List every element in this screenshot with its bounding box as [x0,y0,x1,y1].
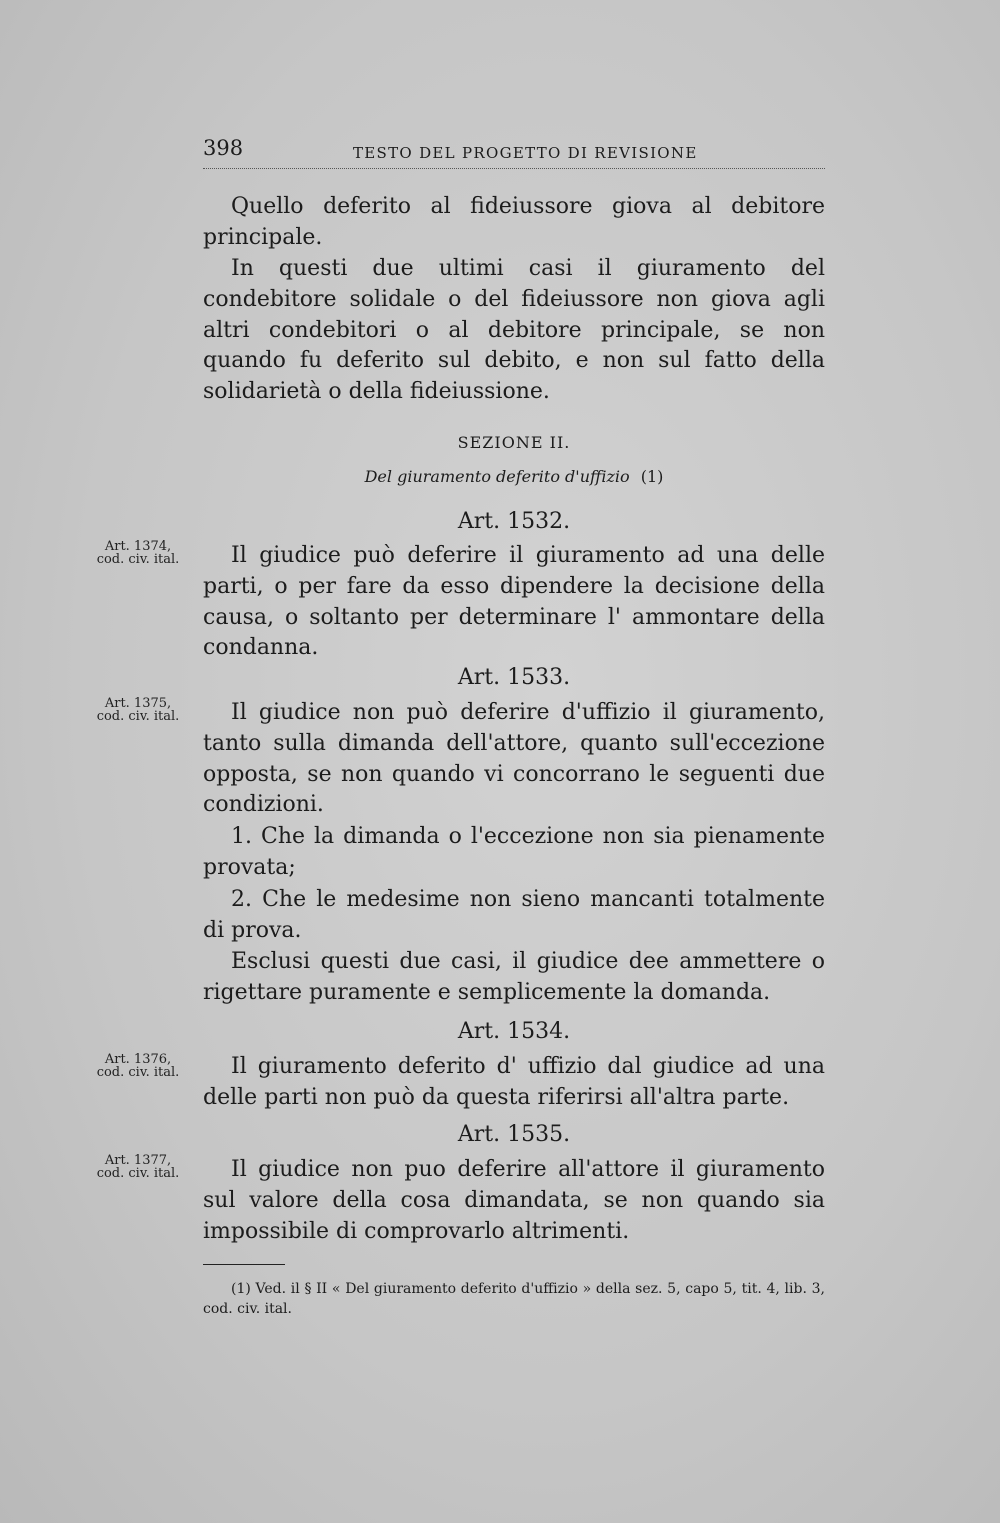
article-1532-text: Il giudice può deferire il giuramento ad una delle parti, o per fare da esso dipendere la decisione della causa, o soltanto per determinare l' ammontare della condanna. [203,543,825,661]
margin-reference-article: Art. 1374, [104,539,172,554]
margin-reference-1532 [82,540,194,566]
article-heading-1532: Art. 1532. [457,509,571,534]
page-header [203,136,825,169]
margin-reference-code: cod. civ. ital. [96,552,180,567]
footnote-reference: (1) [640,467,664,486]
margin-reference-article: Art. 1377, [104,1153,172,1168]
article-heading-1535: Art. 1535. [457,1122,571,1147]
running-title: TESTO DEL PROGETTO DI REVISIONE [353,144,698,162]
margin-reference-article: Art. 1376, [104,1052,172,1067]
paragraph-fideiussore: Quello deferito al fideiussore giova al debitore principale. [203,194,825,250]
margin-reference-1533 [82,697,194,723]
footnote: (1) Ved. il § II « Del giuramento deferito d'uffizio » della sez. 5, capo 5, tit. 4, lib. 3, cod. civ. ital. [203,1281,825,1317]
article-heading-1533: Art. 1533. [457,665,571,690]
article-1533-esclusi: Esclusi questi due casi, il giudice dee ammettere o rigettare puramente e semplicemente la domanda. [203,949,825,1005]
section-subtitle [203,467,825,486]
margin-reference-code: cod. civ. ital. [96,1065,180,1080]
margin-reference-code: cod. civ. ital. [96,1166,180,1181]
section-heading: SEZIONE II. [457,433,571,452]
article-1535-text: Il giudice non puo deferire all'attore il giuramento sul valore della cosa dimandata, se non quando sia impossibile di comprovarlo altrimenti. [203,1157,825,1244]
margin-reference-article: Art. 1375, [104,696,172,711]
footnote-divider [203,1264,285,1265]
margin-reference-1535 [82,1154,194,1180]
article-1534-text: Il giuramento deferito d' uffizio dal giudice ad una delle parti non può da questa riferirsi all'altra parte. [203,1054,825,1110]
article-1533-condition-2: 2. Che le medesime non sieno mancanti totalmente di prova. [203,887,825,943]
article-heading-1534: Art. 1534. [457,1019,571,1044]
margin-reference-1534 [82,1053,194,1079]
article-1533-text: Il giudice non può deferire d'uffizio il giuramento, tanto sulla dimanda dell'attore, quanto sull'eccezione opposta, se non quando vi concorrano le seguenti due condizioni. [203,700,825,818]
section-subtitle-text: Del giuramento deferito d'uffizio [364,467,630,486]
article-1533-condition-1: 1. Che la dimanda o l'eccezione non sia pienamente provata; [203,824,825,880]
paragraph-ultimi-casi: In questi due ultimi casi il giuramento del condebitore solidale o del fideiussore non giova agli altri condebitori o al debitore principale, se non quando fu deferito sul debito, e non sul fatto della solidarietà o della fideiussione. [203,256,825,405]
page-number: 398 [203,136,244,160]
margin-reference-code: cod. civ. ital. [96,709,180,724]
